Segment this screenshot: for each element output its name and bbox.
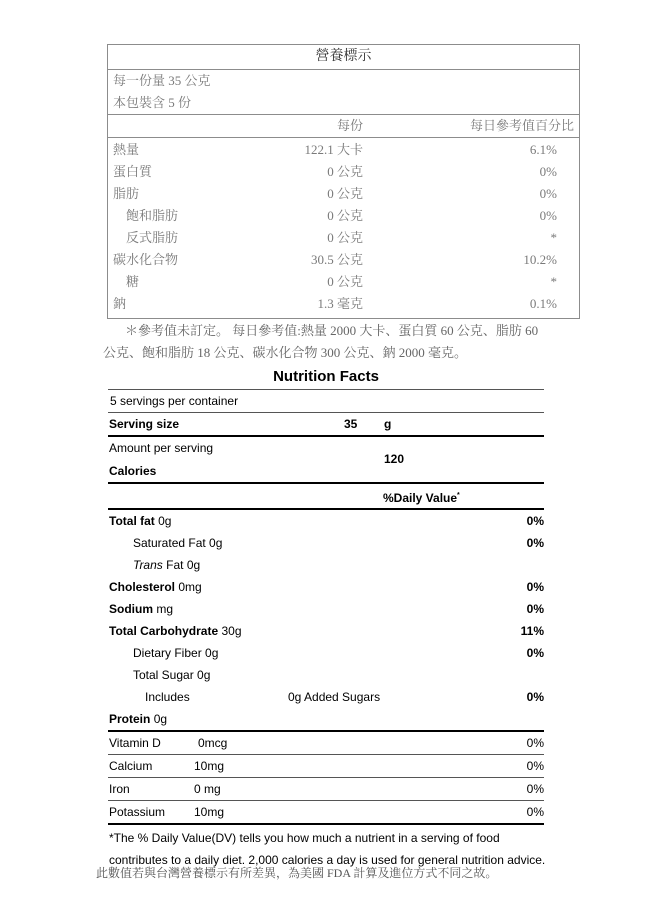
us-fiber-dv: 0% — [526, 646, 544, 660]
us-fiber: Dietary Fiber 0g — [133, 646, 219, 660]
us-row-total-sugar — [108, 664, 544, 686]
us-row-vitamin-d — [108, 732, 544, 754]
tw-nutrient-name: 脂肪 — [113, 186, 140, 201]
tw-row-sodium — [108, 293, 579, 315]
us-dv-header-text — [383, 484, 460, 510]
tw-nutrient-amount: 30.5 公克 — [310, 252, 363, 267]
us-total-fat-dv: 0% — [526, 514, 544, 528]
us-saturated-fat: Saturated Fat 0g — [133, 536, 223, 550]
tw-nutrient-dv: 6.1% — [529, 142, 557, 157]
tw-nutrient-name: 碳水化合物 — [113, 252, 179, 267]
us-vitamin-name: Calcium — [109, 759, 153, 773]
tw-footnote — [103, 320, 563, 364]
tw-nutrient-amount: 0 公克 — [327, 186, 363, 201]
us-added-sugars: 0g Added Sugars — [288, 690, 381, 704]
tw-row-sugar — [108, 271, 579, 293]
us-row-iron — [108, 778, 544, 800]
tw-nutrient-dv: * — [550, 274, 557, 289]
tw-row-protein — [108, 161, 579, 183]
tw-nutrient-name: 糖 — [126, 274, 140, 289]
us-total-fat-amount: 0g — [158, 514, 172, 528]
us-protein-amount: 0g — [153, 712, 168, 726]
us-row-added-sugars — [108, 686, 544, 708]
us-servings-per-container — [108, 390, 544, 412]
us-serving-size-label: Serving size — [109, 417, 180, 431]
us-row-calcium — [108, 755, 544, 777]
us-trans-fat-amount: Fat 0g — [166, 558, 201, 572]
us-row-total-fat — [108, 510, 544, 532]
us-vitamin-amount: 10mg — [194, 759, 225, 773]
us-footnote-line2: contributes to a daily diet. 2,000 calories a day is used for general nutrition advice. — [109, 853, 546, 867]
us-vitamin-name: Vitamin D — [109, 736, 161, 750]
us-cholesterol-amount: 0mg — [178, 580, 202, 594]
us-row-fiber — [108, 642, 544, 664]
us-dv-header — [108, 484, 544, 508]
us-dv-star: * — [457, 492, 460, 499]
us-dv-header-label: %Daily Value — [383, 491, 458, 505]
us-serving-size-unit: g — [384, 417, 392, 431]
tw-nutrient-dv: 0.1% — [529, 296, 557, 311]
tw-nutrient-dv: 0% — [539, 164, 557, 179]
us-row-protein — [108, 708, 544, 730]
us-row-cholesterol — [108, 576, 544, 598]
us-vitamin-dv: 0% — [526, 736, 544, 750]
us-carb-amount: 30g — [221, 624, 242, 638]
us-row-sodium — [108, 598, 544, 620]
us-total-sugar: Total Sugar 0g — [133, 668, 211, 682]
us-carb-dv: 11% — [520, 624, 544, 638]
us-label-title: Nutrition Facts — [273, 368, 379, 385]
tw-col-daily-value: 每日參考值百分比 — [469, 118, 574, 133]
us-serving-size-value: 35 — [344, 417, 358, 431]
tw-servings-per-package: 本包裝含 5 份 — [113, 95, 192, 110]
us-cholesterol-label: Cholesterol — [109, 580, 176, 594]
us-calories-label: Calories — [109, 464, 157, 478]
us-total-fat-label: Total fat — [109, 514, 155, 528]
tw-table-title: 營養標示 — [108, 45, 579, 70]
tw-col-per-serving: 每份 — [336, 118, 363, 133]
tw-nutrient-amount: 0 公克 — [327, 164, 363, 179]
us-vitamin-dv: 0% — [526, 805, 544, 819]
tw-nutrient-amount: 0 公克 — [327, 208, 363, 223]
us-serving-size-row — [108, 412, 544, 435]
tw-row-trans-fat — [108, 227, 579, 249]
us-includes-label: Includes — [145, 690, 190, 704]
us-carb-label: Total Carbohydrate — [109, 624, 219, 638]
us-vitamin-amount: 10mg — [194, 805, 225, 819]
tw-nutrient-amount: 0 公克 — [327, 274, 363, 289]
us-sodium-label: Sodium — [109, 602, 153, 616]
us-saturated-fat-dv: 0% — [526, 536, 544, 550]
tw-row-fat — [108, 183, 579, 205]
us-servings-text: 5 servings per container — [110, 394, 239, 408]
us-vitamin-name: Potassium — [109, 805, 166, 819]
us-vitamin-amount: 0 mg — [194, 782, 221, 796]
us-vitamin-name: Iron — [109, 782, 130, 796]
us-nutrition-label — [108, 389, 544, 871]
us-protein-label: Protein — [109, 712, 151, 726]
us-sodium-dv: 0% — [526, 602, 544, 616]
us-vitamin-dv: 0% — [526, 782, 544, 796]
us-row-total-carb — [108, 620, 544, 642]
tw-nutrient-dv: 0% — [539, 186, 557, 201]
us-added-sugars-dv: 0% — [526, 690, 544, 704]
tw-serving-size: 每一份量 35 公克 — [113, 73, 211, 88]
tw-nutrient-amount: 122.1 大卡 — [304, 142, 363, 157]
us-row-potassium — [108, 801, 544, 823]
tw-nutrient-dv: 0% — [539, 208, 557, 223]
tw-nutrient-dv: * — [550, 230, 557, 245]
tw-nutrient-name: 鈉 — [113, 296, 127, 311]
tw-footnote-line1: ＊參考值未訂定。 每日參考值:熱量 2000 大卡、蛋白質 60 公克、脂肪 60 — [125, 323, 539, 338]
us-calories-value: 120 — [384, 452, 405, 466]
tw-nutrient-dv: 10.2% — [523, 252, 557, 267]
tw-row-carbohydrate — [108, 249, 579, 271]
us-vitamin-amount: 0mcg — [198, 736, 228, 750]
tw-nutrient-name: 熱量 — [113, 142, 140, 157]
us-amount-per-serving: Amount per serving — [109, 441, 214, 455]
us-sodium-amount: mg — [156, 602, 174, 616]
us-trans-label: Trans — [133, 558, 163, 572]
us-vitamin-dv: 0% — [526, 759, 544, 773]
us-calories-block — [108, 437, 544, 482]
us-row-trans-fat — [108, 554, 544, 576]
fda-difference-note: 此數值若與台灣營養標示有所差異，為美國 FDA 計算及進位方式不同之故。 — [96, 866, 498, 880]
tw-row-calories — [108, 139, 579, 161]
tw-nutrient-name: 蛋白質 — [113, 164, 153, 179]
tw-column-header — [108, 114, 579, 138]
us-cholesterol-dv: 0% — [526, 580, 544, 594]
tw-nutrition-table — [107, 44, 580, 319]
us-row-saturated-fat — [108, 532, 544, 554]
tw-row-saturated-fat — [108, 205, 579, 227]
tw-nutrient-name: 反式脂肪 — [126, 230, 179, 245]
tw-footnote-line2: 公克、飽和脂肪 18 公克、碳水化合物 300 公克、鈉 2000 毫克。 — [103, 345, 468, 360]
us-footnote-line1: *The % Daily Value(DV) tells you how much a nutrient in a serving of food — [109, 831, 500, 845]
tw-nutrient-name: 飽和脂肪 — [126, 208, 179, 223]
tw-nutrient-amount: 0 公克 — [327, 230, 363, 245]
tw-nutrient-amount: 1.3 毫克 — [317, 296, 363, 311]
